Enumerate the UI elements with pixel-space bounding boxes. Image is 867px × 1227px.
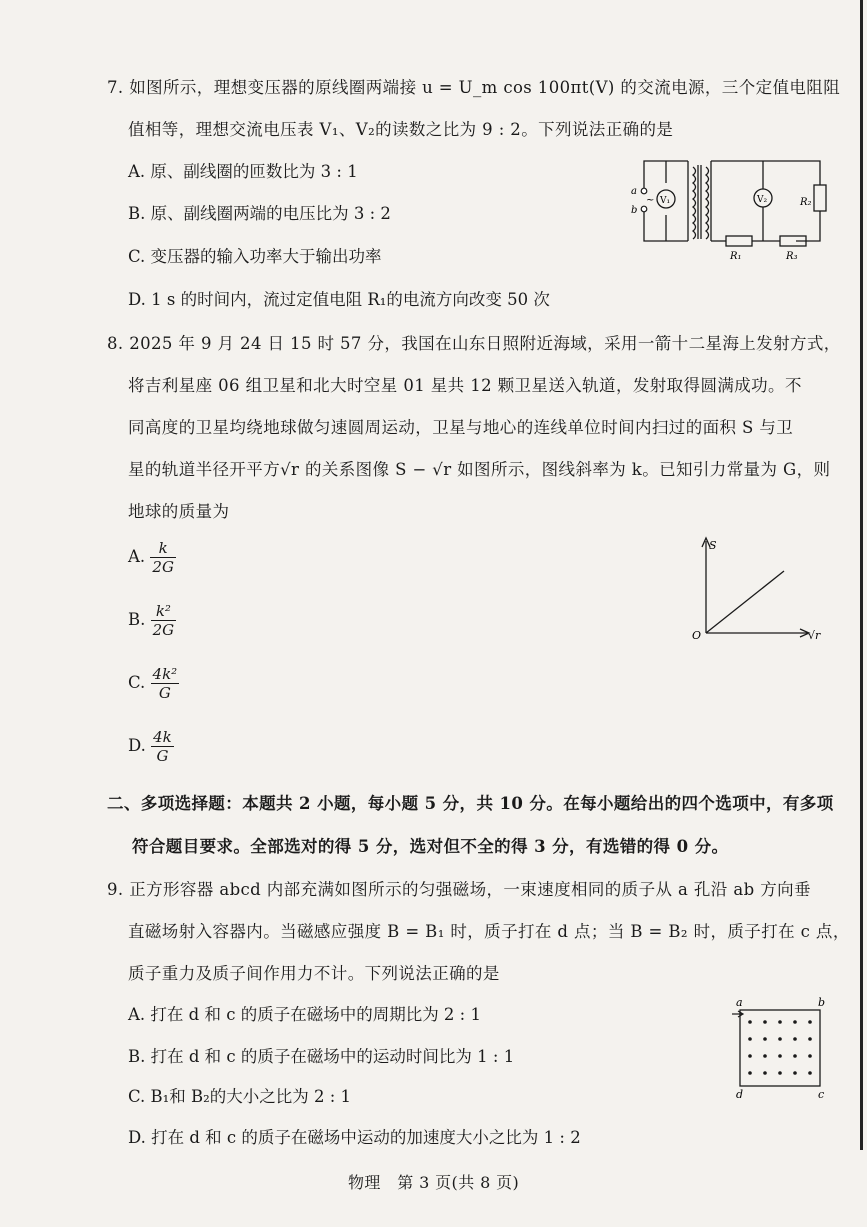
field-dot: [793, 1037, 797, 1041]
field-dot: [778, 1071, 782, 1075]
section2-heading-line2: 符合题目要求。全部选对的得 5 分，选对但不全的得 3 分，有选错的得 0 分。: [132, 837, 729, 856]
q7-option-a: A. 原、副线圈的匝数比为 3 : 1: [128, 162, 358, 181]
q7-option-d: D. 1 s 的时间内，流过定值电阻 R₁的电流方向改变 50 次: [128, 290, 550, 309]
q9-fig-corner-b: b: [818, 996, 826, 1009]
q8-option-b-denominator: 2G: [152, 621, 175, 639]
field-dot: [778, 1020, 782, 1024]
q9-option-c: C. B₁和 B₂的大小之比为 2 : 1: [128, 1087, 352, 1106]
q8-option-b-numerator: k²: [151, 602, 177, 621]
q9-option-b: B. 打在 d 和 c 的质子在磁场中的运动时间比为 1 : 1: [128, 1047, 515, 1066]
q8-option-d-numerator: 4k: [153, 728, 172, 746]
field-dot: [778, 1037, 782, 1041]
q8-option-c-label: C.: [128, 673, 146, 692]
q8-option-a-fraction: [150, 539, 176, 576]
q8-s-sqrt-r-graph: [688, 533, 828, 645]
q8-option-a-label: A.: [128, 547, 146, 566]
page-edge-line: [860, 0, 863, 1150]
q9-field-dots: [748, 1020, 812, 1075]
q9-stem-line2: 直磁场射入容器内。当磁感应强度 B = B₁ 时，质子打在 d 点；当 B = B₂ 时，质子打在 c 点，: [128, 922, 850, 941]
q7-transformer-circuit-figure: [626, 155, 830, 265]
field-dot: [763, 1020, 767, 1024]
field-dot: [808, 1054, 812, 1058]
q7-option-c: C. 变压器的输入功率大于输出功率: [128, 247, 382, 266]
q7-fig-v2-label: V₂: [757, 195, 768, 205]
q8-option-d-denominator: G: [156, 747, 169, 765]
q7-fig-ac-symbol: ~: [646, 195, 655, 206]
q9-stem-line1: 9. 正方形容器 abcd 内部充满如图所示的匀强磁场，一束速度相同的质子从 a 孔沿 ab 方向垂: [107, 880, 811, 899]
q7-fig-r3-label: R₃: [786, 251, 798, 262]
q8-option-a-numerator: k: [150, 539, 176, 558]
field-dot: [748, 1071, 752, 1075]
field-dot: [748, 1054, 752, 1058]
q8-option-d-label: D.: [128, 736, 146, 755]
q8-option-b: [128, 602, 176, 639]
q9-option-a: A. 打在 d 和 c 的质子在磁场中的周期比为 2 : 1: [128, 1005, 481, 1024]
q7-stem-line1: 7. 如图所示，理想变压器的原线圈两端接 u = U_m cos 100πt(V) 的交流电源，三个定值电阻阻: [107, 78, 841, 97]
q8-stem-line2: 将吉利星座 06 组卫星和北大时空星 01 星共 12 颗卫星送入轨道，发射取得圆满成功。不: [128, 376, 802, 395]
q8-graph-origin-label: O: [692, 629, 702, 642]
field-dot: [763, 1054, 767, 1058]
q8-stem-line5: 地球的质量为: [128, 502, 230, 521]
q7-fig-terminal-a: a: [631, 186, 637, 197]
q9-square-magnetic-field-figure: [728, 996, 832, 1100]
q8-stem-line3: 同高度的卫星均绕地球做匀速圆周运动，卫星与地心的连线单位时间内扫过的面积 S 与卫: [128, 418, 794, 437]
q7-stem-line2: 值相等，理想交流电压表 V₁、V₂的读数之比为 9 : 2。下列说法正确的是: [128, 120, 674, 139]
field-dot: [808, 1020, 812, 1024]
field-dot: [748, 1037, 752, 1041]
field-dot: [793, 1054, 797, 1058]
q9-option-d: D. 打在 d 和 c 的质子在磁场中运动的加速度大小之比为 1 : 2: [128, 1128, 581, 1147]
q8-option-d-fraction: [151, 728, 174, 765]
q7-fig-terminal-b: b: [631, 205, 638, 216]
q9-fig-corner-d: d: [736, 1088, 744, 1100]
field-dot: [778, 1054, 782, 1058]
q8-option-c-denominator: G: [158, 684, 171, 702]
q8-stem-line1: 8. 2025 年 9 月 24 日 15 时 57 分，我国在山东日照附近海域，采用一箭十二星海上发射方式，: [107, 334, 841, 353]
field-dot: [748, 1020, 752, 1024]
field-dot: [808, 1037, 812, 1041]
q7-fig-r2-label: R₂: [800, 197, 812, 208]
q8-option-a: [128, 539, 176, 576]
q8-option-c: [128, 665, 179, 702]
field-dot: [763, 1037, 767, 1041]
q8-stem-line4: 星的轨道半径开平方√r 的关系图像 S − √r 如图所示，图线斜率为 k。已知引力常量为 G，则: [128, 460, 831, 479]
q8-option-c-numerator: 4k²: [152, 665, 178, 683]
q8-option-d: [128, 728, 174, 765]
field-dot: [763, 1071, 767, 1075]
field-dot: [808, 1071, 812, 1075]
q8-option-c-fraction: [151, 665, 180, 702]
q8-option-b-fraction: [151, 602, 177, 639]
q9-fig-corner-a: a: [736, 996, 743, 1009]
q7-fig-v1-label: V₁: [660, 196, 671, 206]
q9-stem-line3: 质子重力及质子间作用力不计。下列说法正确的是: [128, 964, 500, 983]
field-dot: [793, 1071, 797, 1075]
q8-graph-x-label: √r: [808, 629, 821, 642]
q8-graph-y-label: S: [709, 539, 717, 552]
section2-heading-line1: 二、多项选择题：本题共 2 小题，每小题 5 分，共 10 分。在每小题给出的四个选项中，有多项: [107, 794, 834, 813]
page-footer: 物理 第 3 页(共 8 页): [348, 1173, 520, 1192]
q7-option-b: B. 原、副线圈两端的电压比为 3 : 2: [128, 204, 391, 223]
q8-option-a-denominator: 2G: [152, 558, 174, 576]
q9-fig-corner-c: c: [818, 1088, 825, 1100]
q8-option-b-label: B.: [128, 610, 146, 629]
q7-fig-r1-label: R₁: [730, 251, 742, 262]
field-dot: [793, 1020, 797, 1024]
